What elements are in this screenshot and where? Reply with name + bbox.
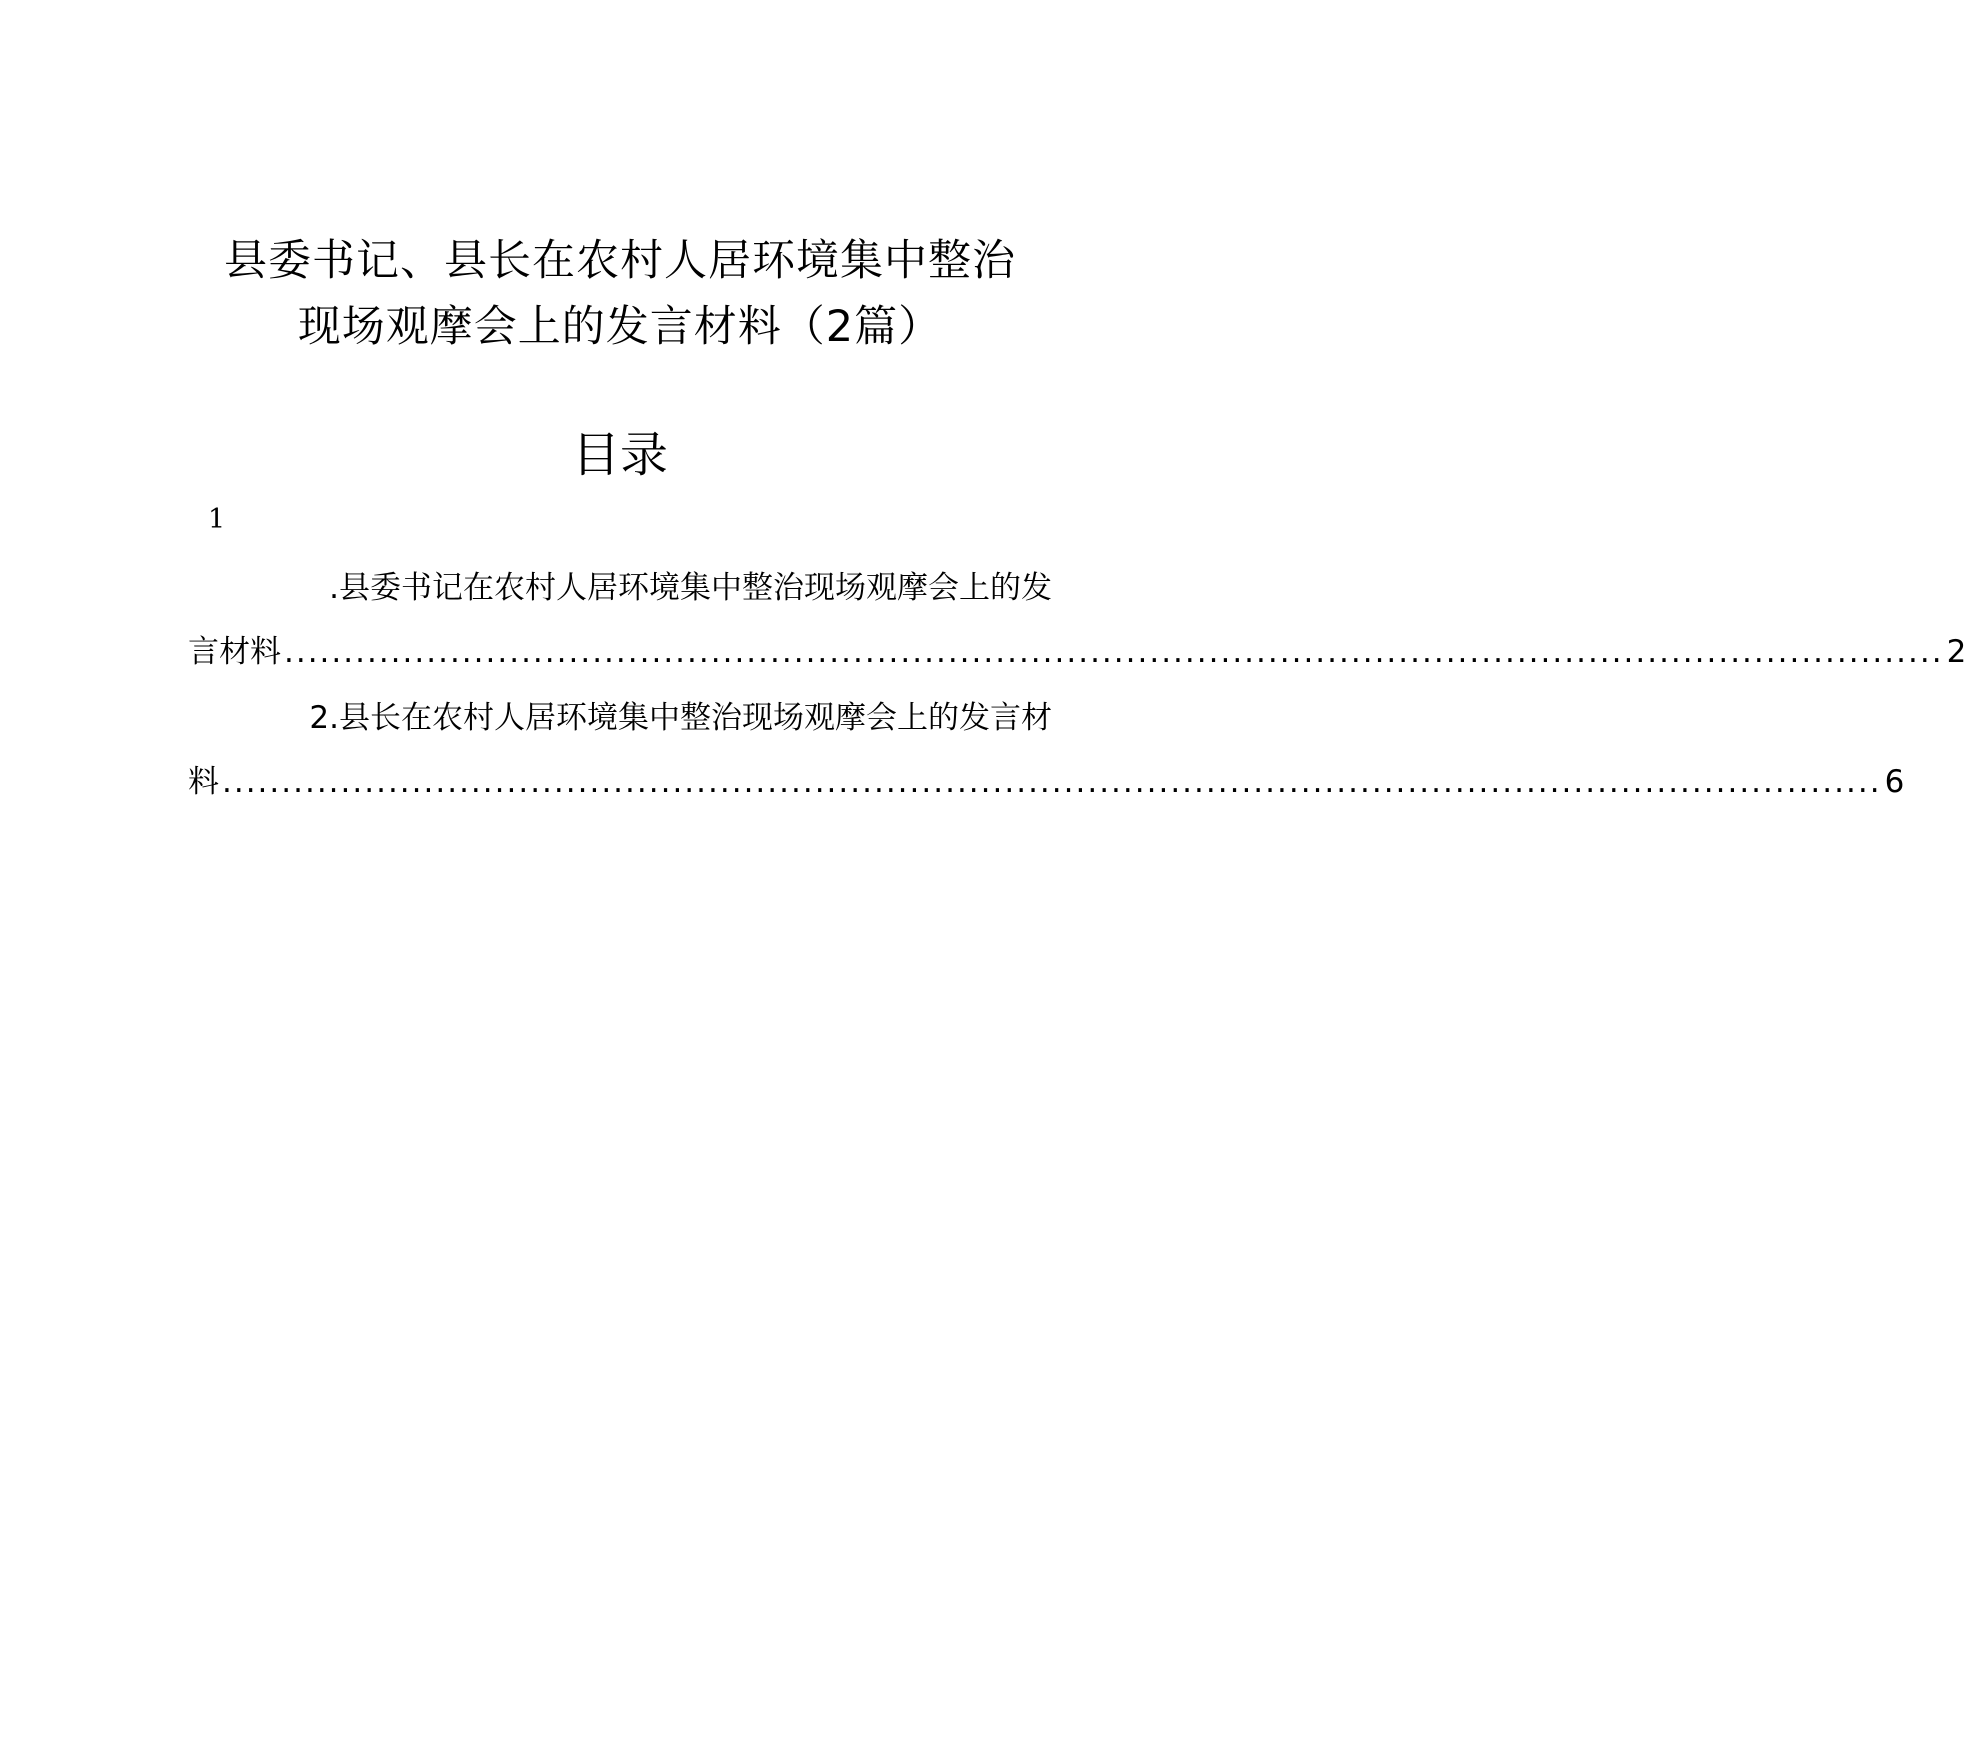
document-title [150,228,1090,360]
title-line-1: 县委书记、县长在农村人居环境集中整治 [224,236,1016,286]
toc-entry-1[interactable] [188,556,1966,684]
toc-entry-2[interactable] [188,686,1905,814]
toc-heading: 目录 [571,427,668,483]
toc-number-label: 1 [208,504,226,535]
toc-entry-1-continuation [188,620,1966,684]
toc-entry-2-page: 6 [1884,764,1905,800]
toc-entry-1-text-end: 言材料 [188,634,281,670]
toc-entry-1-page: 2 [1946,634,1966,670]
title-line-2: 现场观摩会上的发言材料（2篇） [297,302,943,352]
toc-entry-2-text-end: 料 [188,764,219,800]
toc-dot-leader: ............................................................................................................................................ [284,634,1944,670]
toc-dot-leader: ............................................................................................................................................ [222,764,1882,800]
toc-entry-1-text: .县委书记在农村人居环境集中整治现场观摩会上的发 [329,570,1052,606]
toc-entry-2-text: 2.县长在农村人居环境集中整治现场观摩会上的发言材 [309,700,1052,736]
toc-entry-2-continuation [188,750,1905,814]
